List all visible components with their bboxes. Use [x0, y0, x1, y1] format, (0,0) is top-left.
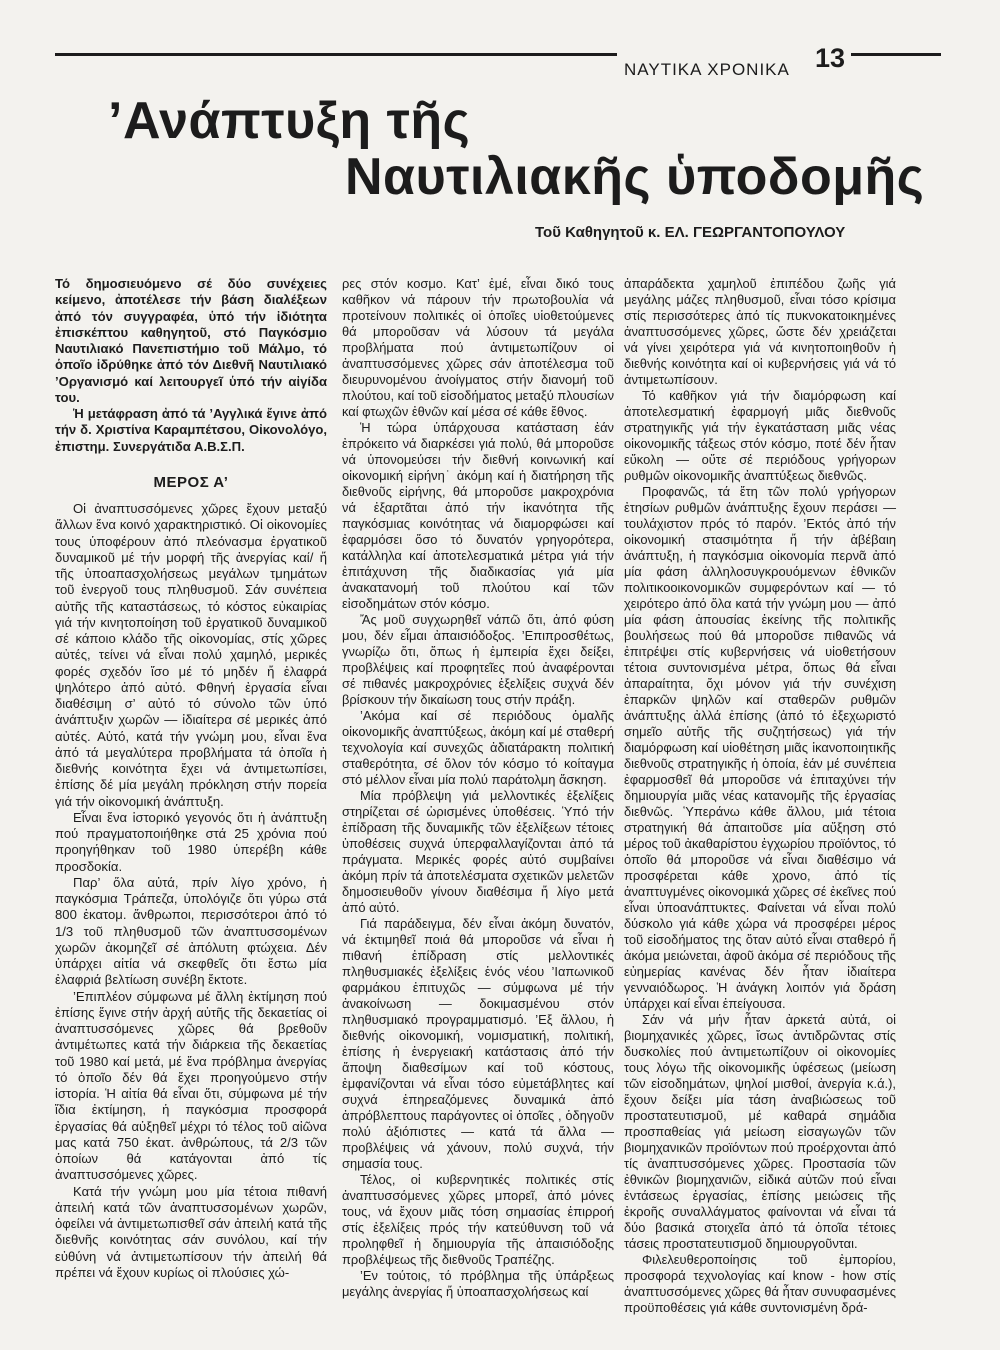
text-column-1 [55, 276, 327, 1281]
article-title-line-1: ’Ανάπτυξη τῆς [108, 92, 471, 150]
body-paragraph: Ἡ τώρα ὑπάρχουσα κατάσταση ἐάν ἐπρόκειτο νά διαρκέσει γιά πολύ, θά μποροῦσε νά ὑπονομεύσει τήν διεθνή κοινωνική καί οἰκονομική εἰρήνη˙ ἀκόμη καί ἡ διατήρηση τῆς διεθνοῦς εἰρήνης, θά μποροῦσε μακροχρόνια νά ἐξαρτᾶται ἀπό τήν ἱκανότητα τῆς παγκόσμιας κοινότητας νά διαμορφώσει καί ἐφαρμόσει ὅσο τό δυνατόν γρηγορότερα, κατάλληλα καί ἀποτελεσματικά μέτρα γιά τήν ἐπιτάχυνση τῆς διαδικασίας γιά μία ἀνακατανομή τοῦ πλούτου καί τῶν εἰσοδημάτων στόν κόσμο. [342, 420, 614, 611]
body-paragraph: ρες στόν κοσμο. Κατ’ ἐμέ, εἶναι δικό τους καθῆκον νά πάρουν τήν πρωτοβουλία νά προτείνουν πολιτικές οἱ ὁποῖες υἱοθετούμενες θά μποροῦσαν νά λύσουν τά μεγάλα προβλήματα πού ἀντιμετωπίζουν οἱ ἀναπτυσσόμενες χῶρες σάν ἀποτέλεσμα τοῦ διευρυνομένου ἀνοίγματος στήν διανομή τοῦ πλούτου, καί τοῦ εἰσοδήματος μεταξύ πλουσίων καί φτωχῶν ἐθνῶν καί μέσα σέ κάθε ἔθνος. [342, 276, 615, 419]
body-paragraph: ἀπαράδεκτα χαμηλοῦ ἐπιπέδου ζωῆς γιά μεγάλης μάζες πληθυσμοῦ, εἶναι τόσο κρίσιμα στίς περισσότερες ἀπό τίς πυκνοκατοικημένες ἀναπτυσσόμενες χῶρες, ὥστε δέν χρειάζεται νά γίνει χειρότερα γιά νά κινητοποιηθοῦν ἡ διεθνής κοινότητα καί οἱ κυβερνήσεις γιά νά τό ἀντιμετωπίσουν. [624, 276, 896, 387]
body-paragraph: Προφανῶς, τά ἔτη τῶν πολύ γρήγορων ἐτησίων ρυθμῶν ἀνάπτυξης ἔχουν περάσει — τουλάχιστον πρός τό παρόν. ’Εκτός ἀπό τήν οἰκονομική στασιμότητα ἤ τήν ἀβέβαιη ἀνάπτυξη, ἡ παγκόσμια οἰκονομία περνᾶ ἀπό μία φάση ἀλληλοσυγκρουόμενων ἐθνικῶν πολιτικοοικονομικῶν συμφερόντων καί — τό χειρότερο ἀπό ὅλα κατά τήν γνώμη μου — ἀπό μία φάση ἀπουσίας ἐκείνης τῆς πολιτικῆς βουλήσεως πού θά μποροῦσε πιθανῶς νά ἐπιτρέψει στίς κυβερνήσεις νά υἱοθετήσουν τέτοια συντονισμένα μέτρα, ὅπως θά εἶναι ἀπαραίτητα, ὄχι μόνον γιά τήν συνέχιση ἐπαρκῶν ψηλῶν καί σταθερῶν ρυθμῶν ἀνάπτυξης ἀλλά ἐπίσης (ἀπό τό ἐξεχωριστό σημεῖο αὐτῆς τῆς συζητήσεως) γιά τήν διαμόρφωση καί υἱοθέτηση μιᾶς ἱκανοποιητικῆς διεθνοῦς στρατηγικῆς ἡ ὁποία, ἐάν μέ συνέπεια ἐφαρμοσθεῖ θά μποροῦσε νά ἐπιταχύνει τήν δημιουργία μιᾶς νέας κατανομῆς τῆς ἐργασίας διεθνῶς. Ὑπεράνω κάθε ἄλλου, μιά τέτοια στρατηγική θά ἀπαιτοῦσε μία αὔξηση στό μέρος τοῦ ἀκαθαρίστου ἐγχωρίου προϊόντος, τό ὁποῖο θά μποροῦσε νά εἶναι διαθέσιμο νά προσφέρεται κάθε χρονο, ἀπό τίς ἀναπτυγμένες οἰκονομικά χῶρες σέ ἐκεῖνες πού εἶναι ὑποανάπτυκτες. Φαίνεται νά εἶναι πολύ δύσκολο γιά κάθε χώρα νά προσφέρει μέρος τοῦ εἰσοδήματος της ὅταν αὐτό εἶναι σταθερό ἤ ἀκόμα μειώνεται, ἀφοῦ ἀκόμα σέ περιόδους τῆς εὐημερίας κανένας δέν ἦταν ἰδιαίτερα γενναιόδωρος. Ἡ ἀνάγκη λοιπόν γιά δράση ὑπάρχει καί εἶναι ἐπείγουσα. [624, 484, 896, 1011]
body-paragraph: Φιλελευθεροποίησις τοῦ ἐμπορίου, προσφορά τεχνολογίας καί know - how στίς ἀναπτυσσόμενες χῶρες θά ἦταν συνυφασμένες προϋποθέσεις γιά κάθε συντονισμένη δρά- [624, 1252, 896, 1315]
body-paragraph: Γιά παράδειγμα, δέν εἶναι ἀκόμη δυνατόν, νά ἐκτιμηθεῖ ποιά θά μποροῦσε νά εἶναι ἡ πιθανή ἐπίδραση στίς μελλοντικές πληθυσμιακές ἐξελίξεις ἑνός νέου ’Ιαπωνικοῦ φαρμάκου ἐπιτυχῶς — σύμφωνα μέ τήν ἀνακοίνωση — δοκιμασμένου στόν πληθυσμιακό προγραμματισμό. ’Εξ ἄλλου, ἡ διεθνής οἰκονομική, νομισματική, πολιτική, ἐπίσης ἡ ἐνεργειακή κατάστασις ἀπό τήν ἄποψη διαθεσίμων καί τοῦ κόστους, ἐμφανίζονται νά εἶναι τόσο εὐμετάβλητες καί συχνά ἐπηρεαζόμενες δυναμικά ἀπό ἀπρόβλεπτους παράγοντες οἱ ὁποῖες , ὁδηγοῦν πολύ ἀξιόπιστες — κατά τά ἄλλα — προβλέψεις νά χάνουν, πολύ συχνά, τήν σημασία τους. [342, 916, 614, 1171]
body-paragraph: Οἱ ἀναπτυσσόμενες χῶρες ἔχουν μεταξύ ἄλλων ἕνα κοινό χαρακτηριστικό. Οἱ οἰκονομίες τους ὑποφέρουν ἀπό πλεόνασμα ἐργατικοῦ δυναμικοῦ μέ τήν μορφή τῆς ἀνεργίας καί/ ἤ τῆς ὑποαπασχολήσεως μεγάλων τμημάτων τοῦ ἐνεργοῦ τους πληθυσμοῦ. Σάν συνέπεια αὐτῆς τῆς καταστάσεως, τό κόστος εὐκαιρίας γιά τήν κινητοποίηση τοῦ ἐργατικοῦ δυναμικοῦ σέ κάποιο κλάδο τῆς οἰκονομίας, στίς χῶρες αὐτές, τείνει νά εἶναι πολύ χαμηλό, μερικές φορές σχεδόν ἴσο μέ τό μηδέν ἤ ἐλαφρά ψηλότερο ἀπό αὐτό. Φθηνή ἐργασία εἶναι διαθέσιμη σ’ αὐτό τό σύνολο τῶν ὑπό ἀνάπτυξιν χωρῶν — ἰδιαίτερα σέ μερικές ἀπό αὐτές. Αὐτό, κατά τήν γνώμη μου, εἶναι ἕνα ἀπό τά μεγαλύτερα προβλήματα τά ὁποῖα ἡ διεθνής κοινότητα ἔχει νά ἀντιμετωπίσει, ἐπίσης δέ μία μεγάλη πρόκληση στήν πορεία γιά τήν οἰκονομική ἀνάπτυξη. [55, 501, 327, 809]
header-rule-right [851, 53, 941, 56]
body-paragraph: Παρ’ ὅλα αὐτά, πρίν λίγο χρόνο, ἡ παγκόσμια Τράπεζα, ὑπολόγιζε ὅτι γύρω στά 800 ἑκατομ. ἄνθρωποι, περισσότεροι ἀπό τό 1/3 τοῦ πληθυσμοῦ τῶν ἀναπτυσσομένων χωρῶν ἀκομηζεῖ σέ ἀπόλυτη φτώχεια. Δέν ὑπάρχει αἰτία νά σκεφθεῖς ὅτι ἔστω μία ἐλαφριά βελτίωση συνέβη ἔκτοτε. [55, 874, 327, 988]
article-title-line-2: Ναυτιλιακῆς ὑποδομῆς [345, 148, 925, 206]
body-paragraph: Σάν νά μήν ἦταν ἀρκετά αὐτά, οἱ βιομηχανικές χῶρες, ἴσως ἀντιδρῶντας στίς δυσκολίες πού ἀντιμετωπίζουν οἱ οἰκονομίες τους λόγω τῆς οἰκονομικῆς ὑφέσεως (μείωση τῶν εἰσοδημάτων, ψηλοί μισθοί, ἀνεργία κ.ά.), ἔχουν δείξει μία τάση ἀναβιώσεως τοῦ προστατευτισμοῦ, μέ καθαρά σημάδια προσπαθείας γιά μείωση εἰσαγωγῶν τῶν βιομηχανικῶν προϊόντων πού προέρχονται ἀπό τίς ἀναπτυσσόμενες χῶρες. Προστασία τῶν ἐθνικῶν βιομηχανιῶν, εἰδικά αὐτῶν πού εἶναι ἐντάσεως ἐργασίας, ἐπίσης μειώσεις τῆς ἐκροῆς συναλλάγματος φαίνονται νά εἶναι τά δύο βασικά στοιχεῖα ἀπό τά ὁποῖα τέτοιες τάσεις προστατευτισμοῦ δημιουργοῦνται. [624, 1012, 896, 1251]
body-paragraph: Ἄς μοῦ συγχωρηθεῖ νάπῶ ὅτι, ἀπό φύση μου, δέν εἶμαι ἀπαισιόδοξος. ’Επιπροσθέτως, γνωρίζω ὅτι, ὅπως ἡ ἐμπειρία ἔχει δείξει, προβλέψεις καί προφητεῖες πού ἀναφέρονται σέ πιθανές μακροχρόνιες ἐξελίξεις συχνά δέν βρίσκουν τήν δικαίωση τους στήν πράξη. [342, 612, 614, 707]
body-paragraph: ’Εν τούτοις, τό πρόβλημα τῆς ὑπάρξεως μεγάλης ἀνεργίας ἤ ὑποαπασχολήσεως καί [342, 1268, 614, 1299]
translation-note: Ἡ μετάφραση ἀπό τά ’Αγγλικά ἔγινε ἀπό τήν δ. Χριστίνα Καραμπέτσου, Οἰκονολόγο, ἐπιστημ. Συνεργάτιδα Α.Β.Σ.Π. [55, 406, 327, 454]
body-paragraph: Τέλος, οἱ κυβερνητικές πολιτικές στίς ἀναπτυσσόμενες χῶρες μπορεῖ, ἀπό μόνες τους, νά ἔχουν μιᾶς τόση σημασίας ἐπιρροή στίς ἐξελίξεις πρός τήν κατεύθυνση τοῦ νά προληφθεῖ ἡ δημιουργία τῆς ἀπαισιόδοξης προβλέψεως τῆς διεθνοῦς Τραπέζης. [342, 1172, 614, 1267]
section-heading: ΜΕΡΟΣ Α’ [153, 473, 229, 491]
text-column-2 [342, 276, 614, 1300]
body-paragraph: Τό καθῆκον γιά τήν διαμόρφωση καί ἀποτελεσματική ἐφαρμογή μιᾶς διεθνοῦς στρατηγικῆς γιά τήν ἐγκατάσταση μιᾶς νέας οἰκονομικῆς τάξεως στόν κόσμο, ποτέ δέν ἦταν εὔκολη — οὔτε σέ περιόδους γρήγορων ρυθμῶν οἰκονομικῆς ἀναπτύξεως διεθνῶς. [624, 388, 896, 483]
running-title: ΝΑΥΤΙΚΑ ΧΡΟΝΙΚΑ [624, 60, 790, 79]
byline: Τοῦ Καθηγητοῦ κ. ΕΛ. ΓΕΩΡΓΑΝΤΟΠΟΥΛΟΥ [535, 224, 846, 241]
body-paragraph: Εἶναι ἕνα ἱστορικό γεγονός ὅτι ἡ ἀνάπτυξη πού πραγματοποιήθηκε στά 25 χρόνια πού προηγήθηκαν τοῦ 1980 ὑπερέβη κάθε προσδοκία. [55, 809, 327, 874]
body-paragraph: ’Ακόμα καί σέ περιόδους ὁμαλῆς οἰκονομικῆς ἀναπτύξεως, ἀκόμη καί μέ σταθερή τεχνολογία καί συνεχῶς ἀδιατάρακτη πολιτική σταθερότητα, σέ ὅλον τόν κόσμο τό κοίταγμα στό μέλλον εἶναι μία πολύ παράτολμη ἄσκηση. [342, 708, 614, 787]
body-paragraph: Μία πρόβλεψη γιά μελλοντικές ἐξελίξεις στηρίζεται σέ ὡρισμένες ὑποθέσεις. Ὑπό τήν ἐπίδραση τῆς δυναμικῆς τῶν ἐξελίξεων τέτοιες ὑποθέσεις συχνά ὑπερφαλλαγίζονται ἀπό τά πράγματα. Μερικές φορές αὐτό συμβαίνει ἀκόμη πρίν τά ἀποτελέσματα σχετικῶν μελετῶν δημοσιευθοῦν γίνουν διαθέσιμα ἤ λίγο μετά ἀπό αὐτό. [342, 788, 614, 915]
page-number: 13 [815, 43, 846, 73]
body-paragraph: Κατά τήν γνώμη μου μία τέτοια πιθανή ἀπειλή κατά τῶν ἀναπτυσσομένων χωρῶν, ὀφείλει νά ἀντιμετωπισθεῖ σάν ἀπειλή κατά τῆς διεθνῆς κοινότητας σάν συνόλου, καί τήν εὐθύνη νά ἀντιμετωπίσουν τήν ἀπειλή θά πρέπει νά ἔχουν κυρίως οἱ πλούσιες χώ- [55, 1183, 327, 1280]
text-column-3 [624, 276, 896, 1316]
body-paragraph: ’Επιπλέον σύμφωνα μέ ἄλλη ἐκτίμηση πού ἐπίσης ἔγινε στήν ἀρχή αὐτῆς τῆς δεκαετίας οἱ ἀναπτυσσόμενες χῶρες θά βρεθοῦν ἀντιμέτωπες κατά τήν διάρκεια τῆς δεκαετίας τοῦ 1980 καί μετά, μέ ἕνα πρόβλημα ἀνεργίας τό ὁποῖο δέν θά ἔχει προηγούμενο στήν ἱστορία. Ἡ αἰτία θά εἶναι ὅτι, σύμφωνα μέ τήν ἴδια ἐκτίμηση, ἡ παγκόσμια προσφορά ἐργασίας θά αὐξηθεῖ μέχρι τό τέλος τοῦ αἰῶνα μας κατά 750 ἑκατ. ἀνθρώπους, τά 2/3 τῶν ὁποίων θά κατάγονται ἀπό τίς ἀναπτυσσόμενες χῶρες. [55, 988, 327, 1183]
intro-paragraph: Τό δημοσιευόμενο σέ δύο συνέχειες κείμενο, ἀποτέλεσε τήν βάση διαλέξεων ἀπό τόν συγγραφέα, ὑπό τήν ἰδιότητα ἐπισκέπτου καθηγητοῦ, στό Παγκόσμιο Ναυτιλιακό Πανεπιστήμιο τοῦ Μάλμο, τό ὁποῖο ἱδρύθηκε ἀπό τόν Διεθνῆ Ναυτιλιακό ’Οργανισμό καί λειτουργεῖ ὑπό τήν αἰγίδα του. [55, 276, 327, 405]
header-rule-left [55, 53, 617, 56]
